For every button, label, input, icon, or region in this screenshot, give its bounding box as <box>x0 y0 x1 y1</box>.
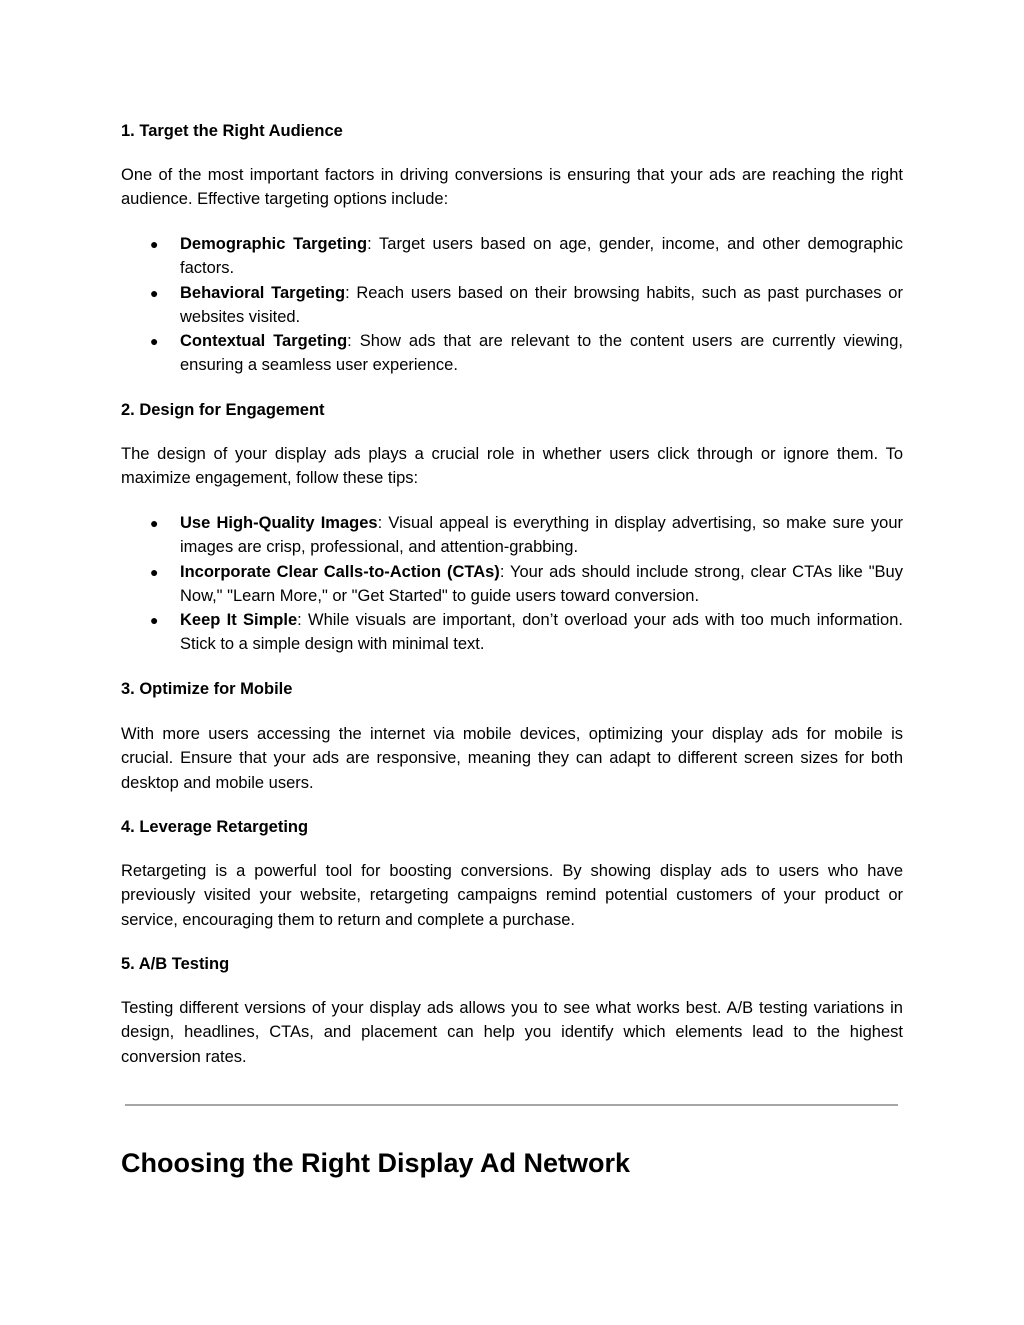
horizontal-divider <box>125 1104 898 1106</box>
bullet-term: Incorporate Clear Calls-to-Action (CTAs) <box>180 562 500 581</box>
bullet-text: : While visuals are important, don’t overload your ads with too much information. Stick to a simple design with minimal text. <box>180 611 903 654</box>
bullet-icon: ● <box>150 284 159 301</box>
section-heading: 5. A/B Testing <box>121 955 230 973</box>
section-paragraph: The design of your display ads plays a crucial role in whether users click through or ignore them. To maximize engagement, follow these tips: <box>121 445 903 488</box>
list-item <box>121 329 903 378</box>
list-item <box>121 560 903 609</box>
bullet-text: : Show ads that are relevant to the content users are currently viewing, ensuring a seamless user experience. <box>180 332 903 375</box>
list-item <box>121 511 903 560</box>
bullet-text: : Visual appeal is everything in display advertising, so make sure your images are crisp, professional, and attention-grabbing. <box>180 514 903 557</box>
bullet-list <box>121 511 903 657</box>
list-item <box>121 281 903 330</box>
bullet-term: Keep It Simple <box>180 611 298 630</box>
section-heading: 1. Target the Right Audience <box>121 122 343 140</box>
bullet-term: Demographic Targeting <box>180 235 368 253</box>
section-paragraph: With more users accessing the internet via mobile devices, optimizing your display ads for mobile is crucial. Ensure that your ads are responsive, meaning they can adapt to different screen sizes for both desktop and mobile users. <box>121 725 903 792</box>
section-heading: 3. Optimize for Mobile <box>121 680 293 698</box>
bullet-text: : Reach users based on their browsing habits, such as past purchases or websites visited. <box>180 283 903 326</box>
bullet-term: Use High-Quality Images <box>180 514 378 532</box>
bullet-icon: ● <box>150 515 159 531</box>
list-item <box>121 608 903 657</box>
section-paragraph: Retargeting is a powerful tool for boosting conversions. By showing display ads to users who have previously visited your website, retargeting campaigns remind potential customers of your product or service, encouraging them to return and complete a purchase. <box>121 862 903 929</box>
bullet-text: : Your ads should include strong, clear CTAs like "Buy Now," "Learn More," or "Get Started" to guide users toward conversion. <box>180 562 903 605</box>
bullet-term: Behavioral Targeting <box>180 283 346 302</box>
section-paragraph: One of the most important factors in driving conversions is ensuring that your ads are reaching the right audience. Effective targeting options include: <box>121 166 903 209</box>
section-heading: 2. Design for Engagement <box>121 401 325 419</box>
list-item <box>121 232 903 281</box>
bullet-icon: ● <box>150 333 159 350</box>
bullet-icon: ● <box>150 612 159 629</box>
bullet-icon: ● <box>150 236 159 252</box>
section-paragraph: Testing different versions of your display ads allows you to see what works best. A/B testing variations in design, headlines, CTAs, and placement can help you identify which elements lead to the highest conversion rates. <box>121 999 903 1066</box>
bullet-text: : Target users based on age, gender, income, and other demographic factors. <box>180 235 903 278</box>
bullet-icon: ● <box>150 563 159 580</box>
bullet-term: Contextual Targeting <box>180 332 348 351</box>
bullet-list <box>121 232 903 378</box>
section-title: Choosing the Right Display Ad Network <box>121 1148 631 1178</box>
section-heading: 4. Leverage Retargeting <box>121 818 309 836</box>
